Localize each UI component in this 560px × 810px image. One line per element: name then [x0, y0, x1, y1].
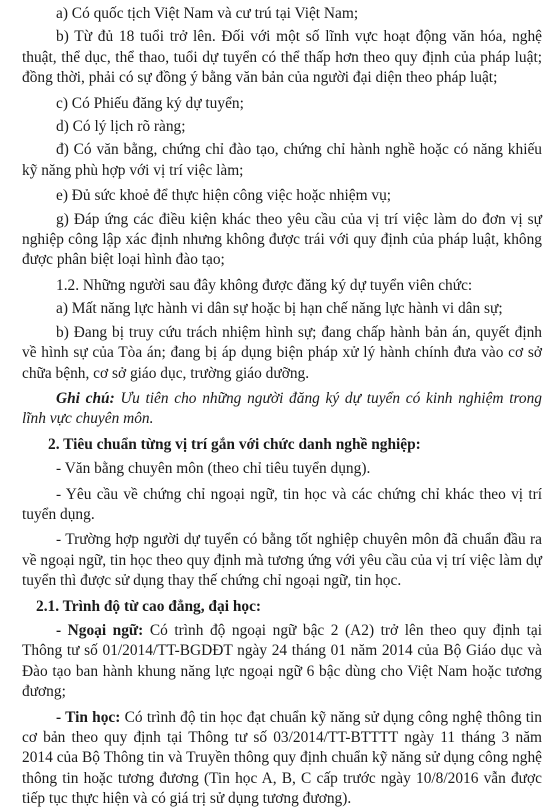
exclusion-a-capacity: a) Mất năng lực hành vi dân sự hoặc bị hạn chế năng lực hành vi dân sự;: [56, 300, 503, 318]
note-text: Ưu tiên cho những người đăng ký dự tuyển có kinh nghiệm trong lĩnh vực chuyên môn.: [22, 389, 543, 428]
section-2-heading: 2. Tiêu chuẩn từng vị trí gắn với chức danh nghề nghiệp:: [48, 435, 421, 453]
item-g-other-conditions: g) Đáp ứng các điều kiện khác theo yêu cầu của vị trí việc làm do đơn vị sự nghiệp công lập xác định nhưng không được trái với quy định của pháp luật, không được phân biệt loại hình đào tạo;: [22, 210, 542, 269]
section-2-1-heading: 2.1. Trình độ từ cao đẳng, đại học:: [36, 597, 262, 615]
note-label: Ghi chú:: [56, 389, 115, 407]
foreign-language-paragraph: [22, 621, 542, 703]
foreign-language-text: Có trình độ ngoại ngữ bậc 2 (A2) trở lên theo quy định tại Thông tư số 01/2014/TT-BGDĐT ngày 24 tháng 01 năm 2014 của Bộ Giáo dục và Đào tạo ban hành khung năng lực ngoại ngữ 6 bậc dùng cho Việt Nam hoặc tương đương;: [22, 621, 543, 701]
it-skills-label: - Tin học:: [56, 708, 121, 726]
item-b-age: b) Từ đủ 18 tuổi trở lên. Đối với một số lĩnh vực hoạt động văn hóa, nghệ thuật, thể dục, thể thao, tuổi dự tuyển có thể thấp hơn theo quy định của pháp luật; đồng thời, phải có sự đồng ý bằng văn bản của người đại diện theo pháp luật;: [22, 28, 542, 87]
exclusion-b-criminal: b) Đang bị truy cứu trách nhiệm hình sự; đang chấp hành bản án, quyết định về hình sự của Tòa án; đang bị áp dụng biện pháp xử lý hành chính đưa vào cơ sở chữa bệnh, cơ sở giáo dục, trường giáo dưỡng.: [22, 323, 542, 382]
it-skills-text: Có trình độ tin học đạt chuẩn kỹ năng sử dụng công nghệ thông tin cơ bản theo quy định tại Thông tư số 03/2014/TT-BTTTT ngày 11 tháng 3 năm 2014 của Bộ Thông tin và Truyền thông quy định chuẩn kỹ năng sử dụng công nghệ thông tin hoặc tương đương (Tin học A, B, C cấp trước ngày 10/8/2016 vẫn được tiếp tục thực hiện và có giá trị sử dụng tương đương).: [22, 708, 543, 808]
section-2-dash-certificates: - Yêu cầu về chứng chỉ ngoại ngữ, tin học và các chứng chỉ khác theo vị trí tuyển dụng.: [22, 485, 542, 523]
item-e-health: e) Đủ sức khoẻ để thực hiện công việc hoặc nhiệm vụ;: [56, 187, 392, 205]
item-a-nationality: a) Có quốc tịch Việt Nam và cư trú tại Việt Nam;: [56, 5, 359, 22]
note-paragraph: [22, 389, 542, 430]
section-2-dash-diploma: - Văn bằng chuyên môn (theo chỉ tiêu tuyển dụng).: [56, 460, 371, 478]
section-2-dash-equivalence: - Trường hợp người dự tuyển có bằng tốt nghiệp chuyên môn đã chuẩn đầu ra về ngoại ngữ, tin học theo quy định mà tương ứng với yêu cầu của vị trí việc làm dự tuyển thì được sử dụng thay thế chứng chỉ ngoại ngữ, tin học.: [22, 531, 542, 590]
foreign-language-label: - Ngoại ngữ:: [56, 621, 144, 639]
item-c-registration-form: c) Có Phiếu đăng ký dự tuyển;: [56, 94, 244, 112]
item-d-background: d) Có lý lịch rõ ràng;: [56, 118, 186, 136]
section-1-2-intro: 1.2. Những người sau đây không được đăng ký dự tuyển viên chức:: [56, 276, 473, 294]
it-skills-paragraph: [22, 708, 542, 810]
item-dd-diploma: đ) Có văn bằng, chứng chỉ đào tạo, chứng chỉ hành nghề hoặc có năng khiếu kỹ năng phù hợp với vị trí việc làm;: [22, 141, 542, 179]
